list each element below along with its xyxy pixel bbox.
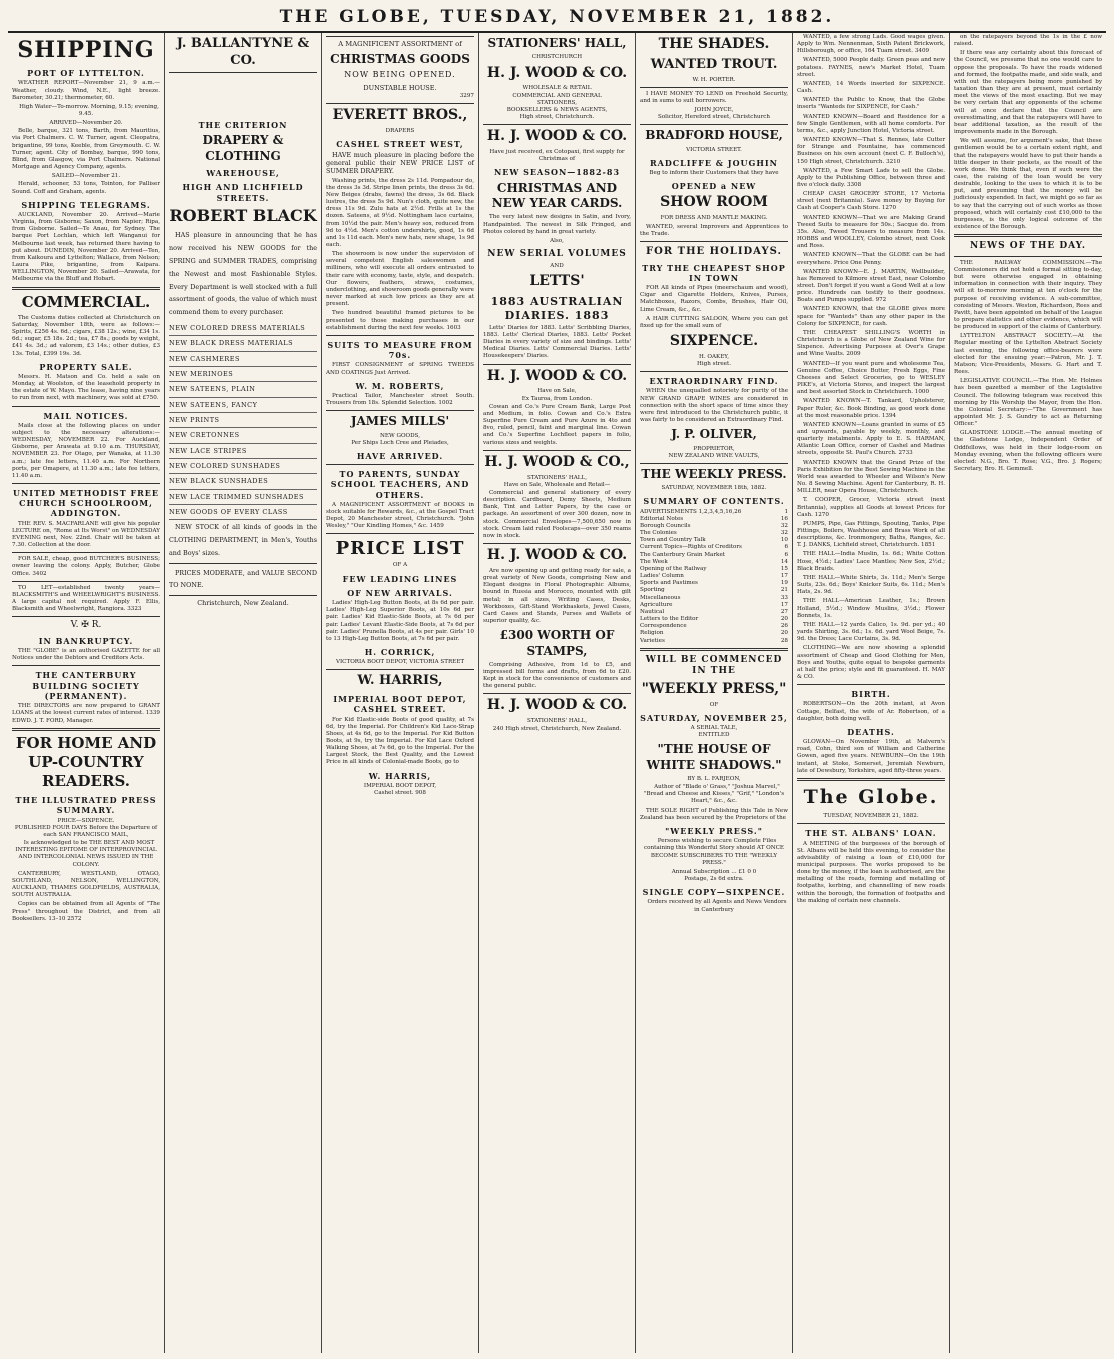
divider [169, 72, 317, 73]
pipes: FOR All kinds of Pipes (meerschaum and wood), Cigar and Cigarette Holders, Knives, Purses, Matchboxes, Razors, Combs, Brushes, Hair Oil, Lime Cream, &c., &c. [640, 285, 788, 313]
deaths-body: GLOWAN—On November 19th, at Malvern's road, Cohn, third son of William and Catherine Gowen, aged five years. NEWBURN—On the 19th instant, at Stoke, Somerset, Jeremiah Newburn, late of Dewsbury, Yorkshire, aged fifty-three years. [797, 739, 945, 774]
persons: Persons wishing to secure Complete Files containing this Wonderful Story should AT ONCE BECOME SUBSCRIBERS TO THE "WEEKLY PRESS." [644, 838, 784, 866]
victoria-street: VICTORIA STREET. [686, 146, 742, 153]
sailed-body: Herald, schooner, 53 tons, Tointon, for Palliser Sound. Coff and Graham, agents. [12, 181, 160, 195]
divider [797, 778, 945, 781]
weather-report: WEATHER REPORT—November 21, 9 a.m.—Weather, cloudy. Wind, N.E., light breeze. Barometer, 30.21; thermometer, 60. [12, 80, 160, 101]
divider [640, 87, 788, 88]
wanted-5: WANTED KNOWN—Board and Residence for a few Single Gentlemen, with all home comforts. For terms, &c., apply Junction Hotel, Victoria street. [797, 113, 945, 134]
rates-body-2: We will assume, for argument's sake, that these gentlemen would be to a certain extent right, and that the ratepayers would have to put their hands a little deeper in their pockets, as the result of the work done. We think that, even if such were the case, the raising of the loan would be very desirable, looking to the uses to which it is to be put, and presuming that the money will be judiciously expended. In fact, we might go so far as to say that the carrying out of such works as those proposed, which will certainly cost £10,000 to the burgesses, is the only logical outcome of the existence of the Borough. [954, 138, 1102, 231]
new-season: NEW SEASON—1882-83 [493, 167, 621, 178]
telegrams-body: AUCKLAND, November 20. Arrived—Marie Virginia, from Gisborne; Saxon, from Napier; Ripa, from Gisborne. Sailed—Te Anau, for Sydney. The barque Port Lochlan, which left Wanganui for Melbourne last week, has returned there having to put about. DUNEDIN, November 20. Arrived—Ten, from Kaikoura and Lyttelton; Wallace, from Nelson; Laura Pike, brigantine, from Kaipara. WELLINGTON, November 20. Sailed—Arawata, for Melbourne via the Bluff and Hobart. [12, 211, 160, 283]
divider [12, 552, 160, 553]
hall-1: THE HALL—India Muslin, 1s. 6d.; White Cotton Hose, 4½d.; Ladies' Lace Mantles; New Sox, 2½d.; Black Braids. [797, 551, 945, 572]
table-row: Varieties 28 [640, 637, 788, 644]
saturday: SATURDAY, NOVEMBER 25, [640, 712, 788, 723]
arrived-head: ARRIVED—November 20. [49, 120, 123, 127]
ad-number: 3297 [459, 92, 474, 99]
porter: W. H. PORTER. [692, 76, 736, 83]
divider [12, 665, 160, 666]
roberts-body: Practical Tailor, Manchester street South. Trousers from 18s. Splendid Selection. 1002 [326, 392, 474, 407]
illustrated-body: Is acknowledged to be THE BEST AND MOST INTERESTING EPITOME OF INTERPROVINCIAL AND INTERCOLONIAL NEWS ISSUED IN THE COLONY. [15, 840, 157, 868]
table-row: Nautical 27 [640, 608, 788, 615]
list-item: NEW COLORED SUNSHADES [169, 459, 317, 474]
wanted-trout: WANTED TROUT. [650, 56, 778, 72]
table-row: Town and Country Talk 10 [640, 537, 788, 544]
birth-title: BIRTH. [851, 689, 891, 700]
divider [483, 364, 631, 365]
divider [483, 124, 631, 125]
hj-wood-title: H. J. WOOD & CO. [486, 64, 628, 81]
table-row: Agriculture 17 [640, 601, 788, 608]
price-sub: OF A [392, 562, 408, 569]
list-item: NEW SATEENS, FANCY [169, 398, 317, 413]
dunstable: DUNSTABLE HOUSE. [363, 84, 437, 93]
everett-body: HAVE much pleasure in placing before the general public their NEW PRICE LIST of SUMMER DRAPERY. [326, 151, 474, 176]
column-drapery [165, 33, 322, 1353]
column-shades [636, 33, 793, 1353]
bradford-house: BRADFORD HOUSE, [645, 128, 783, 143]
dress-mantle: FOR DRESS AND MANTLE MAKING. [660, 215, 768, 222]
victoria-depot: VICTORIA BOOT DEPOT, VICTORIA STREET [335, 659, 465, 666]
wine-vaults: NEW ZEALAND WINE VAULTS, [668, 452, 760, 459]
mills-arrived: HAVE ARRIVED. [356, 450, 444, 461]
ex-tauroa: Ex Tauroa, from London. [521, 395, 593, 402]
clothing: CLOTHING—We are now showing a splendid assortment of Cheap and Good Clothing for Men, Boys and Youths, quite equal to bespoke garments at half the price; style and fit guaranteed. H. MAY & CO. [797, 645, 945, 680]
have-on-sale: Have on Sale, [537, 388, 577, 395]
divider [326, 533, 474, 534]
table-row: Miscellaneous 33 [640, 594, 788, 601]
weekly-press: THE WEEKLY PRESS. [641, 466, 787, 481]
shipping-title: SHIPPING [17, 37, 155, 63]
robert-black-body: HAS pleasure in announcing that he has now received his NEW GOODS for the SPRING and SUMMER TRADES, comprising the Newest and most Fashionable Styles. Every Department is well stocked with a full assortment of goods, the value of which must commend them to every purchaser. [169, 231, 317, 317]
column-stationers [479, 33, 636, 1353]
street-title: HIGH AND LICHFIELD STREETS. [182, 182, 304, 203]
column-shipping [8, 33, 165, 1353]
radcliffe: RADCLIFFE & JOUGHIN [650, 157, 778, 168]
table-row: Correspondence 26 [640, 623, 788, 630]
property-body: Messrs. H. Matson and Co. held a sale on Monday, at Woolston, of the leasehold property in the estate of W. Mayo. The lease, having nine years to run from next, with machinery, was sold at £750. [12, 373, 160, 402]
divider [640, 241, 788, 242]
criterion-title: THE CRITERION [198, 120, 288, 131]
hj-wood-title-5: H. J. WOOD & CO. [486, 546, 628, 563]
now-opened: NOW BEING OPENED. [344, 70, 456, 80]
mail-title: MAIL NOTICES. [43, 410, 129, 421]
hj-wood-title-3: H. J. WOOD & CO. [486, 367, 628, 384]
divider [12, 483, 160, 484]
wanted-3: WANTED, 14 Words inserted for SIXPENCE. Cash. [797, 80, 945, 95]
everett-title: EVERETT BROS., [332, 106, 468, 123]
christmas-cards: CHRISTMAS AND NEW YEAR CARDS. [491, 180, 623, 211]
cards-body: The very latest new designs in Satin, and Ivory, Handpainted. The newest in Silk Fringed, and Photos colored by hand in great variety. [483, 214, 631, 235]
and: AND [550, 262, 564, 269]
shades-title: THE SHADES. [658, 36, 770, 52]
divider [640, 648, 788, 651]
holidays: FOR THE HOLIDAYS. [646, 245, 782, 257]
harris-addr: Cashel street. 908 [374, 790, 426, 797]
divider [12, 728, 160, 731]
globe-date: TUESDAY, NOVEMBER 21, 1882. [823, 813, 919, 820]
table-row: The Canterbury Grain Market 6 [640, 551, 788, 558]
stationers-hall-2: STATIONERS' HALL, [527, 474, 587, 481]
author-of: Author of "Blade o' Grass," "Joshua Marvel," "Bread and Cheese and Kisses," "Grif," "London's Heart," &c., &c. [643, 784, 785, 805]
royal-seal-icon: V. ✠ R. [70, 620, 102, 631]
hj-wood-title-4: H. J. WOOD & CO., [484, 453, 630, 470]
suits-body: FIRST CONSIGNMENT of SPRING TWEEDS AND COATINGS Just Arrived. [326, 362, 474, 376]
serial-volumes: NEW SERIAL VOLUMES [487, 249, 627, 259]
wanted-4: WANTED the Public to Know, that the Globe inserts "Wanteds for SIXPENCE, for Cash." [797, 97, 945, 111]
table-row: Ladies' Column 17 [640, 573, 788, 580]
postage: Postage, 2s 6d extra. [684, 875, 744, 882]
oliver: J. P. OLIVER, [671, 427, 757, 442]
sole-right: THE SOLE RIGHT of Publishing this Tale in New Zealand has been secured by the Proprietors of the [640, 807, 788, 821]
table-row: Opening of the Railway 15 [640, 565, 788, 572]
table-row: Editorial Notes 16 [640, 515, 788, 522]
diaries-title: 1883 AUSTRALIAN DIARIES. 1883 [490, 294, 624, 322]
divider [326, 464, 474, 465]
wanted-2: WANTED, 5000 People daily. Green peas and new potatoes. FAYNES, new's Market Hotel, Tuam street. [797, 57, 945, 78]
divider [483, 693, 631, 694]
suits-title: SUITS TO MEASURE FROM 70s. [327, 339, 473, 361]
harris-title: W. HARRIS, [357, 673, 443, 689]
contents-table [640, 509, 788, 645]
bankruptcy-body: THE "GLOBE" is an authorised GAZETTE for all Notices under the Debtors and Creditors Acts. [12, 648, 160, 662]
commercial-body: The Customs duties collected at Christchurch on Saturday, November 18th, were as follows:—Spirits, £256 4s. 6d.; cigars, £38 12s.; wine, £34 1s. 6d.; sugar, £5 18s. 2d.; tea, £7 8s.; goods by weight, £41 4s. 3d.; ad valorem, £3 14s.; other duties, £3 13s. Total, £399 19s. 3d. [12, 314, 160, 357]
arrived-body: Belle, barque, 321 tons, Barth, from Mauritius, via Port Chalmers. C. W. Turner, agent. Cleopatra, brigantine, 99 tons, Keeble, from Greymouth. C. W. Turner, agent. City of Bombay, barque, 990 tons, Blind, from Glasgow, via Port Chalmers. National Mortgage and Agency Company, agents. [12, 128, 160, 171]
column-everett [322, 33, 479, 1353]
stamps-body: Comprising Adhesive, from 1d to £5, and impressed bill forms and drafts, from 6d to £20. Kept in stock for the convenience of customers and the general public. [483, 661, 631, 690]
corrick-title: H. CORRICK, [364, 647, 436, 658]
divider [12, 581, 160, 582]
wanted-7: WANTED, a Few Smart Lads to sell the Globe. Apply to the Publishing Office, between three and five o'clock daily. 3308 [797, 167, 945, 188]
high-water: High Water—To-morrow. Morning, 9.15; evening, 9.45. [19, 103, 159, 118]
oakey-street: High street. [696, 361, 732, 368]
sixpence: SIXPENCE. [669, 333, 759, 350]
news-title: NEWS OF THE DAY. [969, 241, 1087, 252]
wanted-11: WANTED KNOWN, that the GLOBE gives more space for "Wanteds" than any other paper in the Colony for SIXPENCE, for cash. [797, 306, 945, 327]
list-item: NEW SATEENS, PLAIN [169, 382, 317, 397]
cashel-street: CASHEL STREET WEST, [336, 138, 464, 149]
table-row: ADVERTISEMENTS 1,2,3,4,5,16,26 1 [640, 508, 788, 515]
table-row: The Week 14 [640, 558, 788, 565]
harris-depot: IMPERIAL BOOT DEPOT, CASHEL STREET. [333, 694, 467, 715]
letts-title: LETTS' [529, 272, 585, 289]
news-body-2: LYTTELTON ABSTRACT SOCIETY.—At the Regular meeting of the Lyttelton Abstract Society last evening, the following office-bearers were elected for the ensuing year:—Patron, Mr. J. T. Matson; Vice-Presidents, Messrs. G. Hart and T. Rees. [954, 333, 1102, 376]
hj-wood-title-6: H. J. WOOD & CO. [486, 697, 628, 714]
list-item: NEW GOODS OF EVERY CLASS [169, 505, 317, 520]
stationers: STATIONERS, [536, 99, 578, 106]
divider [169, 595, 317, 596]
letts-body: Letts' Diaries for 1883. Letts' Scribbling Diaries, 1883. Letts' Clerical Diaries, 1883. Letts' Pocket Diaries in every variety of size and bindings. Letts' Medical Diaries. Letts' Commercial Diaries. Letts' Housekeepers' Diaries. [483, 324, 631, 360]
drapers: DRAPERS [385, 127, 415, 134]
stamps-title: £300 WORTH OF STAMPS, [499, 628, 615, 658]
masthead: THE GLOBE, TUESDAY, NOVEMBER 21, 1882. [8, 6, 1106, 33]
prices-body: PRICES MODERATE, and VALUE SECOND TO NONE. [169, 568, 317, 590]
list-item: NEW COLORED DRESS MATERIALS [169, 321, 317, 336]
hall-2: THE HALL—White Shirts, 3s. 11d.; Men's Serge Suits, 23s. 6d.; Boys' Knicker Suits, 6s. 11d.; Men's Hats, 2s. 9d. [797, 574, 945, 596]
divider [640, 124, 788, 125]
table-row: Sports and Pastimes 19 [640, 580, 788, 587]
notice-blacksmith: TO LET—established twenty years—BLACKSMITH'S and WHEELWRIGHT'S BUSINESS. A large capital not required. Apply F. Ellis, Blacksmith and Wheelwright, Rangiora. 3323 [12, 584, 160, 613]
divider [326, 669, 474, 670]
globe-title: The Globe. [803, 785, 939, 808]
home-title: FOR HOME AND UP-COUNTRY READERS. [15, 733, 157, 791]
news-body-4: GLADSTONE LODGE.—The annual meeting of the Gladstone Lodge, Independent Order of Oddfellows, was held in their lodge-room on Monday evening, when the following officers were elected: N.G., Bro. T. Rose; V.G., Bro. J. Rogers; Secretary, Bro. H. Gemmell. [954, 430, 1102, 473]
wanted-13: WANTED—If you want pure and wholesome Tea, Genuine Coffee, Choice Butter, Fresh Eggs, Fine Cheeses and Select Groceries, go to WESLEY PIKE's, at Victoria Stores, and inspect the largest and best assorted Stock in Christchurch. 1000 [797, 360, 945, 396]
divider [326, 103, 474, 104]
commercial-title: COMMERCIAL. [21, 292, 151, 311]
columns [8, 33, 1106, 1353]
list-item: NEW BLACK SUNSHADES [169, 474, 317, 489]
wholesale-2: Have on Sale, Wholesale and Retail— [503, 481, 611, 488]
orders: Orders received by all Agents and News Vendors in Canterbury [647, 899, 787, 913]
hj-wood-title-2: H. J. WOOD & CO. [486, 128, 628, 145]
divider [169, 563, 317, 564]
divider [483, 543, 631, 544]
oakey: H. OAKEY, [698, 353, 730, 360]
weekly-press-2: "WEEKLY PRESS," [641, 680, 787, 697]
news-body: THE RAILWAY COMMISSION.—The Commissioners did not hold a formal sitting to-day, but were otherwise engaged in obtaining information in connection with their inquiry. They will sit to-morrow morning at ten o'clock for the purpose of receiving evidence. A sub-committee, consisting of Messrs. Weston, Richardson, Rees and Pavitt, have been appointed on behalf of the League to prepare statistics and other evidence, which will be produced in support of the claims of Canterbury. [954, 259, 1103, 331]
pumps: PUMPS, Pipe, Gas Fittings, Spouting, Tanks, Pipe Fittings, Boilers, Washhouse and Brass Work of all descriptions, &c. Ironmongery, Baths, Ranges, &c. T. J. DANKS, Lichfield street, Christchurch. 1851 [797, 520, 945, 549]
cheap-grocery: CHEAP CASH GROCERY STORE, 17 Victoria street (next Britannia). Save money by Buying for Cash at Cooper's Cash Store. 1270 [797, 191, 945, 212]
illustrated-price: PRICE—SIXPENCE. [57, 817, 115, 824]
mills-body: Per Ships Loch Cree and Pleiades, [351, 439, 449, 446]
author: BY B. L. FARJEON, [687, 776, 741, 783]
magnificent: A MAGNIFICENT ASSORTMENT of [338, 40, 462, 48]
table-row: Sporting 21 [640, 587, 788, 594]
table-row: Borough Councils 32 [640, 523, 788, 529]
divider [954, 234, 1102, 237]
list-item: NEW CRETONNES [169, 428, 317, 443]
extraordinary: EXTRAORDINARY FIND. [649, 376, 779, 387]
robert-black-title: ROBERT BLACK [169, 205, 317, 225]
showroom-body: The showroom is now under the supervision of several competent English saleswomen and milliners, who will execute all orders entrusted to their care with economy, taste, style, and despatch. Our flowers, feathers, straws, costumes, underclothing, and showroom goods generally were never marked at such low prices as they are at present. [326, 251, 474, 308]
illustrated-copies: Copies can be obtained from all Agents of "The Press" throughout the District, and from all Booksellers. 13–10 2572 [12, 901, 160, 922]
illustrated-title: THE ILLUSTRATED PRESS SUMMARY. [15, 795, 157, 816]
location: Christchurch, New Zealand. [197, 599, 289, 608]
divider [12, 406, 160, 407]
apprentices: WANTED, several Improvers and Apprentices to the Trade. [640, 223, 788, 237]
wanted-15: WANTED KNOWN—Loans granted in sums of £5 and upwards, payable by weekly, monthly, and quarterly instalments. Apply to E. S. HARMAN, Atlantic Loan Office, corner of Cashel and Madras streets, opposite St. Paul's Church. 2733 [797, 421, 945, 457]
stock-body: NEW STOCK of all kinds of goods in the CLOTHING DEPARTMENT, in Men's, Youths and Boys' sizes. [169, 523, 317, 557]
harris-body: For Kid Elastic-side Boots of good quality, at 7s 6d, try the Imperial. For Children's Kid Lace-Strap Shoes, at 4s 6d, go to the Imperial. For Kid Button Boots, at 9s, try the Imperial. For Kid Lace Oxford Walking Shoes, at 7s 6d, go to the Imperial. For the Largest Stock, the Best Quality, and the Lowest Price in all kinds of Colonial-made Boots, go to [326, 716, 474, 766]
building-title: THE CANTERBURY BUILDING SOCIETY (PERMANENT). [32, 670, 140, 701]
mail-body: Mails close at the following places on under subject to the necessary alterations:— WEDNESDAY, NOVEMBER 22. For Auckland, Gisborne, per Arawata at 9.10 a.m. THURSDAY, NOVEMBER 23. For Otago, per Wanaka, at 11.30 a.m.; late fee letters, 11.40 a.m. For Northern ports, per Omapere, at 11.30 a.m.; late fee letters, 11.40 a.m. [12, 422, 160, 479]
wanted-8: WANTED KNOWN—That we are Making Grand Tweed Suits to measure for 50s.; Sacque do. from 35s. Also, Tweed Trousers to measure from 14s. HOBBS and WOOLLEY, Colombo street, next Cook and Ross. [797, 214, 945, 250]
property-title: PROPERTY SALE. [39, 361, 133, 372]
joyce-body: Solicitor, Hereford street, Christchurch [657, 114, 770, 121]
drapery-title: DRAPERY & CLOTHING [202, 133, 284, 163]
port-title: PORT OF LYTTELTON. [27, 68, 145, 79]
column-wanteds [793, 33, 950, 1353]
divider [12, 287, 160, 290]
address: 240 High street, Christchurch, New Zealand. [492, 725, 622, 732]
hj-wood-5-body: Are now opening up and getting ready for sale, a great variety of New Goods, comprising New and Elegant designs in Floral Photographic Albums, bound in Russia and Morocco, mounted with gilt metal; in all sizes, Writing Cases, Desks, Workboxes, Gift-Stand Workbaskets, Jewel Cases, Card Cases and Stands, Purses and Wallets of superior quality, &c. [483, 567, 631, 624]
arrivals-title: OF NEW ARRIVALS. [347, 587, 453, 598]
stationers-hall-3: STATIONERS' HALL, [527, 718, 587, 725]
parents-title: TO PARENTS, SUNDAY SCHOOL TEACHERS, AND OTHERS. [330, 469, 470, 500]
wanted-12: THE CHEAPEST SHILLING'S WORTH in Christchurch is a Globe of New Zealand Wine for Sixpence. Advertising Purposes at Over's Grape and Wine Vaults. 2009 [797, 329, 945, 358]
list-item: NEW CASHMERES [169, 352, 317, 367]
illustrated-pub: PUBLISHED FOUR DAYS Before the Departure of each SAN FRANCISCO MAIL, [14, 824, 158, 838]
annual: Annual Subscription ... £1 0 0 [671, 868, 757, 875]
money-to-lend: I HAVE MONEY TO LEND on Freehold Security, and in sums to suit borrowers. [640, 90, 788, 104]
divider [954, 256, 1102, 257]
goods-list [169, 321, 317, 520]
wholesale-body: Commercial and general stationery of every description. Cardboard, Demy Sheets, Medium Bank, Tint and Letter Papers, by the case or package. An assortment of over 300 dozen, now in stock. Commercial Envelopes—7,500,650 now in stock. Cream laid ruled Foolscaps—over 350 reams now in stock. [483, 489, 631, 539]
birth-body: ROBERTSON—On the 20th instant, at Avon Cottage, Belfast, the wife of Ar. Robertson, of a daughter, both doing well. [797, 701, 945, 722]
christmas-goods: CHRISTMAS GOODS [330, 51, 470, 66]
commercial-general: COMMERCIAL AND GENERAL [512, 92, 602, 99]
telegrams-title: SHIPPING TELEGRAMS. [21, 199, 151, 210]
list-item: NEW MERINOES [169, 367, 317, 382]
mills-title: JAMES MILLS' [350, 414, 450, 429]
mills-new: NEW GOODS, [379, 432, 421, 439]
table-row: Letters to the Editor 20 [640, 616, 788, 623]
methodist-title: UNITED METHODIST FREE CHURCH SCHOOLROOM, ADDINGTON. [13, 488, 159, 519]
proprietor: PROPRIETOR, [693, 445, 735, 452]
summary: SUMMARY OF CONTENTS. [643, 496, 785, 507]
rates: on the ratepayers beyond the 1s in the £ now raised. [954, 34, 1102, 48]
divider [797, 823, 945, 824]
news-body-3: LEGISLATIVE COUNCIL.—The Hon. Mr. Holmes has been gazetted a member of the Legislative Council. The following telegram was received this morning by His Worship the Mayor, from the Hon. the Colonial Secretary:—"The Government has appointed Mr. J. S. Gundry to act as Returning Officer." [954, 378, 1102, 428]
wanted-1: WANTED, a few strong Lads. Good wages given. Apply to Wm. Nennenman, Sixth Patent Brickwork, Hillsborough, or office, 164 Tuam street. 3409 [797, 34, 945, 55]
rates-body: If there was any certainty about this forecast of the Council, we presume that no one would care to oppose the proposals. To have the roads widened and formed, the footpaths made, and side walk, and with out the ratepayers being more punished by taxation than they are at present, must certainly meet the views of the most exacting. But we may be very certain that any opponents of the scheme will at once declare that the Council are overestimating, and that the ratepayers will have to bear additional taxation, as the result of the improvements made in the Borough. [954, 50, 1102, 136]
parents-body: A MAGNIFICENT ASSORTMENT of BOOKS in stock suitable for Rewards, &c., at the Gospel Tract Depot, 20 Manchester street, Christchurch. "John Wesley," "Our Kindling Homes," &c. 1459 [326, 501, 474, 530]
hall-3: THE HALL—American Leather, 1s.; Brown Holland, 5½d.; Window Muslins, 3½d.; Flower Bonnets, 1s. [797, 598, 945, 619]
find-body: WHEN the unequalled notoriety for purity of the NEW GRAND GRAPE WINES are considered in connection with the short space of time since they were first introduced to the Christchurch public, it was fairly to be considered an Extraordinary Find. [640, 388, 788, 424]
list-item: NEW BLACK DRESS MATERIALS [169, 336, 317, 351]
everett-prices: Washing prints, the dress 2s 11d. Pompadour do, the dress 3s 3d. Stripe linen prints, the dress 3s 6d. New Beiges (drabs, fawns) the dress, 3s 6d. Black lustres, the dress 5s 9d. Nun's cloth, quite new, the dress 11s 9d. Zulu hats at 2½d. Frills at 1s the dozen. Sateens, at 9½d. Nottingham lace curtains, from 10½d the pair. Men's heavy sox, reduced from 9d to 4½d. Men's cotton undershirts, good, 1s 6d and 1s 11d each. Men's new hats, new shape, 1s 9d each. [326, 177, 474, 249]
wanted-16: WANTED KNOWN that the Grand Prize of the Paris Exhibition for the Best Sewing Machine in the World was awarded to Wheeler and Wilson's New No. 8 Sewing Machine. Agent for Canterbury, R. H. MILLER, near Opera House, Christchurch. [797, 459, 945, 495]
divider [640, 371, 788, 372]
divider [12, 616, 160, 617]
table-row: Religion 20 [640, 630, 788, 637]
divider [640, 463, 788, 464]
warehouse-title: WAREHOUSE, [206, 168, 280, 179]
cooper: T. COOPER, Grocer, Victoria street (next Britannia), supplies all Goods at lowest Prices for Cash. 1270 [797, 497, 945, 518]
harris-end2: IMPERIAL BOOT DEPOT, [363, 782, 437, 789]
st-albans-title: THE ST. ALBANS' LOAN. [805, 828, 937, 839]
column-news [950, 33, 1106, 1353]
notice-butcher: FOR SALE, cheap, good BUTCHER'S BUSINESS; owner leaving the colony. Apply, Butcher, Globe Office. 3402 [12, 556, 160, 577]
wanted-6: WANTED KNOWN—That S. Rennes, late Cutter for Strange and Fountaine, has commenced Business on his own account (next C. F. Bulloch's), 150 High street, Christchurch. 3210 [797, 137, 945, 165]
serial-tale: A SERIAL TALE, [690, 724, 738, 731]
price-list-title: PRICE LIST [335, 538, 465, 560]
illustrated-places: CANTERBURY, WESTLAND, OTAGO, SOUTHLAND, NELSON, WELLINGTON, AUCKLAND, THAMES GOLDFIELDS, AUSTRALIA, SOUTH AUSTRALIA. [12, 870, 160, 899]
deaths-title: DEATHS. [847, 726, 895, 737]
pictures-body: Two hundred beautiful framed pictures to be presented to those making purchases in our establishment during the next few weeks. 1603 [326, 310, 474, 331]
divider [483, 450, 631, 451]
christchurch: CHRISTCHURCH [531, 54, 583, 61]
list-item: NEW PRINTS [169, 413, 317, 428]
tale-title: "THE HOUSE OF WHITE SHADOWS." [646, 742, 782, 772]
harris-end: W. HARRIS, [368, 770, 432, 781]
wanted-9: WANTED KNOWN—That the GLOBE can be had everywhere. Price One Penny. [797, 252, 945, 266]
also: Also, [550, 237, 564, 244]
divider [326, 335, 474, 336]
high-street: High street, Christchurch. [519, 114, 595, 121]
haircut: A HAIR CUTTING SALOON, Where you can get fixed up for the small sum of [640, 315, 788, 329]
opened-new: OPENED a NEW [671, 181, 757, 192]
booksellers: BOOKSELLERS & NEWS AGENTS, [506, 106, 608, 113]
wholesale: WHOLESALE & RETAIL [522, 85, 592, 92]
list-item: NEW LACE TRIMMED SUNSHADES [169, 490, 317, 505]
roberts-title: W. M. ROBERTS, [355, 380, 445, 391]
arrivals-body: Ladies' High-Leg Button Boots, at 8s 6d per pair. Ladies' High-Leg Superior Boots, at 10s 6d per pair. Ladies' Kid Elastic-Side Boots, at 7s 6d per pair. Ladies' Levant Elastic-Side Boots, at 7s 6d per pair. Ladies' Prunella Boots, at 4s per pair. Girls' 10 to 13 High-Leg Button Boots, at 7s 6d per pair. [326, 600, 474, 642]
divider [326, 410, 474, 411]
building-body: THE DIRECTORS are now prepared to GRANT LOANS at the lowest current rates of interest. 1339 EDWD. J. T. FORD, Manager. [12, 703, 160, 724]
cheapest: TRY THE CHEAPEST SHOP IN TOWN [642, 262, 786, 283]
bankruptcy-title: IN BANKRUPTCY. [38, 635, 134, 646]
list-item: NEW LACE STRIPES [169, 444, 317, 459]
radcliffe-body: Beg to inform their Customers that they have [649, 170, 779, 177]
weekly-press-3: "WEEKLY PRESS." [665, 825, 763, 836]
methodist-body: THE REV. S. MACFARLANE will give his popular LECTURE on, "Rome at Its Worst" on WEDNESDAY EVENING next, Nov. 22nd. Chair will be taken at 7.30. Collection at the door. [12, 520, 160, 549]
ballantyne-title: J. BALLANTYNE & CO. [176, 36, 310, 68]
tauroa-body: Cowan and Co.'s Pure Cream Bank, Large Post and Medium, in folio. Cowan and Co.'s Extra Superfine Pure Cream and Pure Azure in 4to and 8vo, ruled, pencil, faint and marginal line. Cowan and Co.'s Superfine Lochfleet papers in folio, various sizes and weights. [483, 403, 631, 446]
table-row: The Colonies 32 [640, 530, 788, 537]
commenced: WILL BE COMMENCED IN THE [645, 654, 783, 677]
wanted-14: WANTED KNOWN—T. Tankard, Upholsterer, Paper Ruler, &c. Book Binding, as good work done at the most reasonable price. 1394 [797, 398, 945, 419]
of: OF [709, 701, 719, 708]
received: Have just received, ex Cotopaxi, first supply for Christmas of [489, 149, 625, 163]
st-albans-body: A MEETING of the burgesses of the borough of St. Albans will be held this evening, to consider the advisability of raising a loan of £10,000 for municipal purposes. The works proposed to be done by the money, if the loan is authorised, are the metalling of the roads, forming and metalling of footpaths, kerbing, and channelling of new roads within the borough, the formation of footpaths and the making of certain new channels. [797, 840, 945, 904]
entitled: ENTITLED [698, 732, 730, 739]
divider [797, 684, 945, 685]
show-room: SHOW ROOM [660, 194, 768, 211]
sailed-head: SAILED—November 21. [51, 173, 121, 180]
weekly-date: SATURDAY, NOVEMBER 18th, 1882. [661, 485, 767, 492]
table-row: Current Topics—Rights of Creditors 6 [640, 544, 788, 551]
wanted-10: WANTED KNOWN—E. J. MARTIN, Wellbuilder, has Removed to Kilmore street East, near Colombo street. Don't forget if you want a Good Well at a low price. Hundreds can testify to their goodness. Boats and Pumps supplied. 972 [797, 268, 945, 304]
hall-4: THE HALL—12 yards Calico, 1s. 9d. per yd.; 40 yards Shirting, 3s. 6d.; 1s. 6d. yard Wool Beige, 7s. 9d. the Dress; Lace Curtains, 3s. 9d. [797, 621, 945, 643]
stationers-hall: STATIONERS' HALL, [487, 36, 627, 50]
divider [326, 36, 474, 37]
single-copy: SINGLE COPY—SIXPENCE. [642, 887, 786, 898]
joyce: JOHN JOYCE, [694, 107, 734, 113]
price-sub2: FEW LEADING LINES [342, 573, 458, 584]
